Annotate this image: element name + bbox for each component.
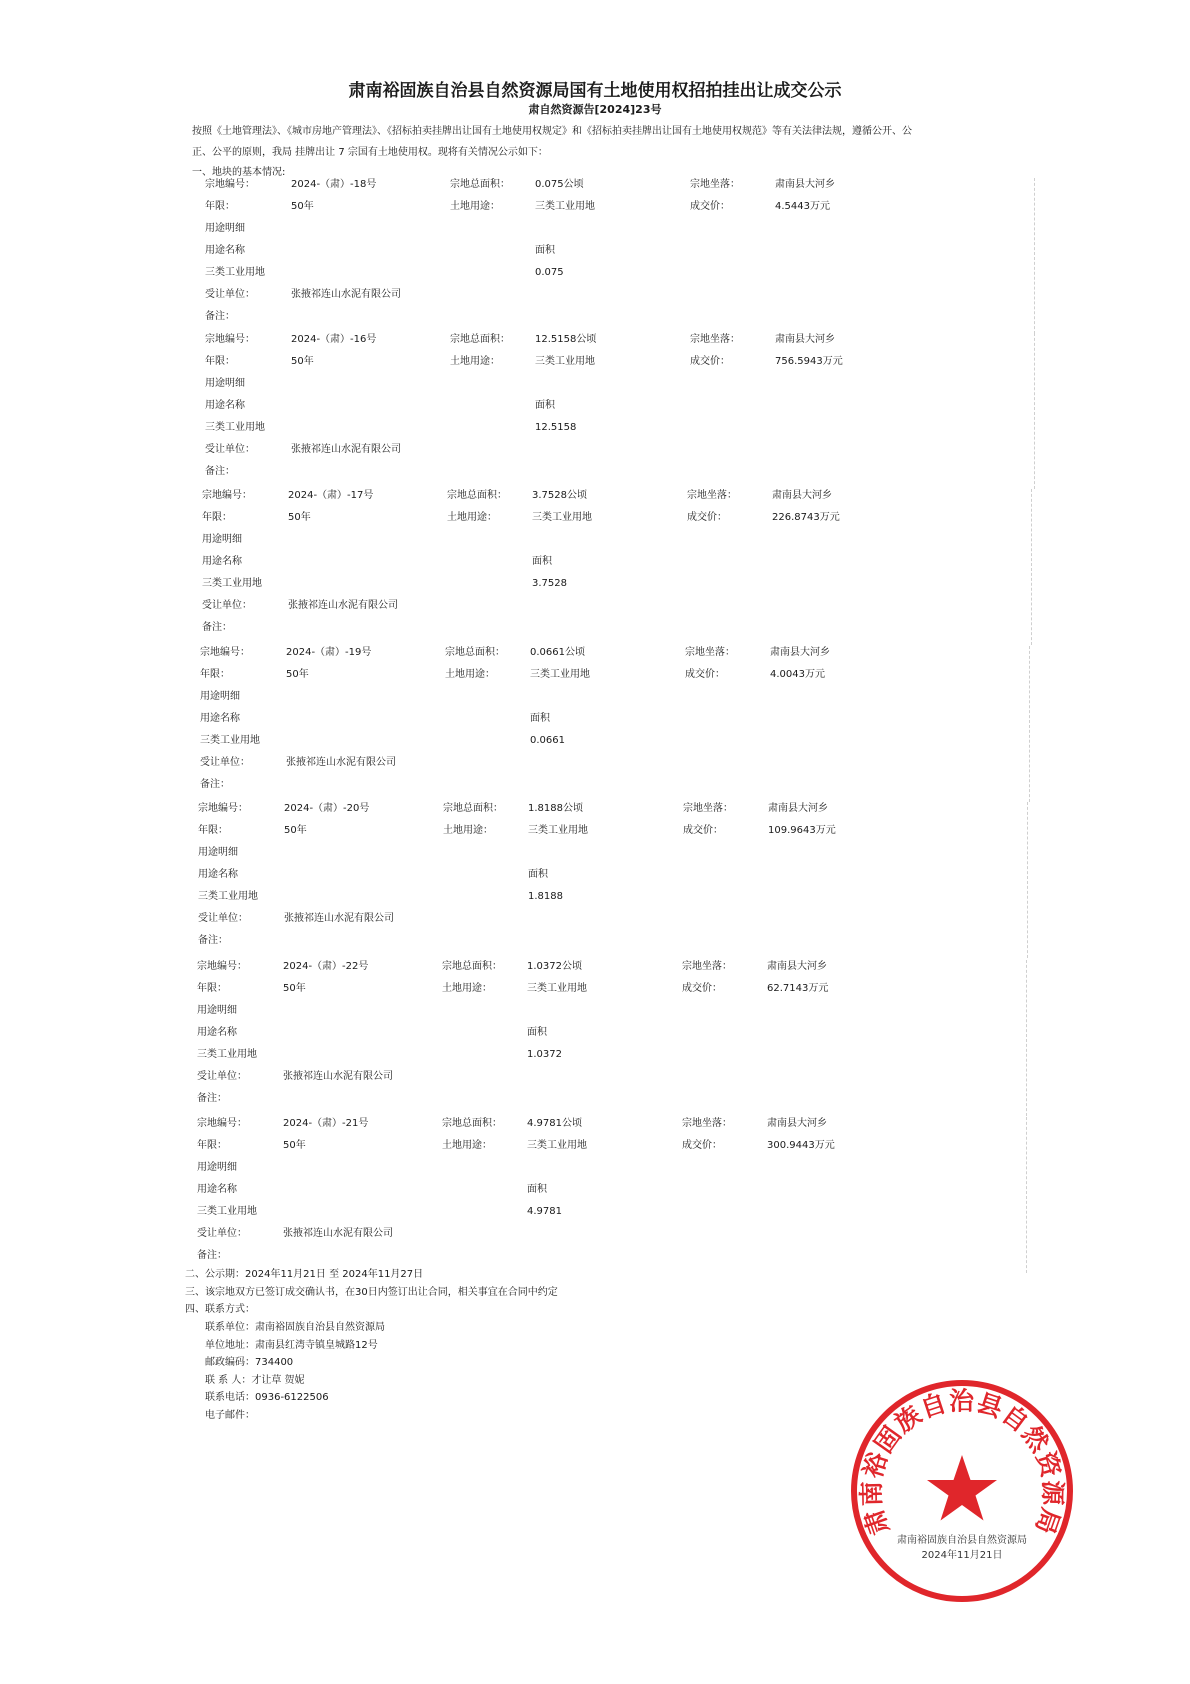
transferee-label: 受让单位： <box>198 913 248 924</box>
term-value: 50年 <box>291 356 314 367</box>
parcel-number-label: 宗地编号： <box>202 490 252 501</box>
land-use-value: 三类工业用地 <box>528 825 588 836</box>
total-area-label: 宗地总面积： <box>443 803 503 814</box>
section-4-heading: 四、联系方式： <box>185 1304 255 1315</box>
remark-label: 备注： <box>197 1093 227 1104</box>
transferee-value: 张掖祁连山水泥有限公司 <box>283 1228 393 1239</box>
parcel-block <box>200 646 1020 802</box>
land-use-label: 土地用途： <box>443 825 493 836</box>
term-label: 年限： <box>197 983 227 994</box>
transferee-label: 受让单位： <box>202 600 252 611</box>
price-label: 成交价： <box>683 825 723 836</box>
parcel-number-value: 2024-（肃）-19号 <box>286 647 372 658</box>
price-label: 成交价： <box>690 356 730 367</box>
total-area-value: 1.0372公顷 <box>527 961 582 972</box>
price-value: 62.7143万元 <box>767 983 829 994</box>
contact-person: 联 系 人：才让草 贺妮 <box>205 1375 305 1386</box>
total-area-value: 0.0661公顷 <box>530 647 585 658</box>
seal-star-icon <box>927 1455 997 1521</box>
area-value: 1.0372 <box>527 1049 562 1060</box>
use-detail-label: 用途明细 <box>198 847 238 858</box>
transferee-value: 张掖祁连山水泥有限公司 <box>291 289 401 300</box>
use-name-value: 三类工业用地 <box>205 422 265 433</box>
seal-inner-text: 肃南裕固族自治县自然资源局 <box>897 1535 1027 1546</box>
location-label: 宗地坐落： <box>683 803 733 814</box>
land-use-value: 三类工业用地 <box>527 983 587 994</box>
price-value: 109.9643万元 <box>768 825 836 836</box>
price-label: 成交价： <box>690 201 730 212</box>
parcel-number-value: 2024-（肃）-20号 <box>284 803 370 814</box>
location-value: 肃南县大河乡 <box>770 647 830 658</box>
use-name-value: 三类工业用地 <box>197 1049 257 1060</box>
parcel-number-label: 宗地编号： <box>197 1118 247 1129</box>
transferee-label: 受让单位： <box>205 444 255 455</box>
area-value: 0.0661 <box>530 735 565 746</box>
price-value: 756.5943万元 <box>775 356 843 367</box>
parcel-block <box>197 1117 1017 1273</box>
transferee-label: 受让单位： <box>205 289 255 300</box>
use-name-value: 三类工业用地 <box>197 1206 257 1217</box>
area-value: 3.7528 <box>532 578 567 589</box>
remark-label: 备注： <box>198 935 228 946</box>
contact-postcode: 邮政编码：734400 <box>205 1357 294 1368</box>
total-area-label: 宗地总面积： <box>442 961 502 972</box>
transferee-value: 张掖祁连山水泥有限公司 <box>284 913 394 924</box>
parcel-number-value: 2024-（肃）-22号 <box>283 961 369 972</box>
land-use-label: 土地用途： <box>447 512 497 523</box>
total-area-label: 宗地总面积： <box>442 1118 502 1129</box>
total-area-value: 4.9781公顷 <box>527 1118 582 1129</box>
remark-label: 备注： <box>200 779 230 790</box>
total-area-value: 3.7528公顷 <box>532 490 587 501</box>
use-name-value: 三类工业用地 <box>200 735 260 746</box>
price-label: 成交价： <box>682 1140 722 1151</box>
parcel-block <box>205 178 1025 334</box>
parcel-number-label: 宗地编号： <box>198 803 248 814</box>
total-area-label: 宗地总面积： <box>450 179 510 190</box>
transferee-value: 张掖祁连山水泥有限公司 <box>283 1071 393 1082</box>
total-area-label: 宗地总面积： <box>450 334 510 345</box>
use-name-value: 三类工业用地 <box>198 891 258 902</box>
use-name-header: 用途名称 <box>197 1027 237 1038</box>
transferee-label: 受让单位： <box>197 1228 247 1239</box>
term-label: 年限： <box>205 356 235 367</box>
price-value: 300.9443万元 <box>767 1140 835 1151</box>
total-area-value: 12.5158公顷 <box>535 334 597 345</box>
use-detail-label: 用途明细 <box>205 378 245 389</box>
land-use-value: 三类工业用地 <box>527 1140 587 1151</box>
contact-phone: 联系电话：0936-6122506 <box>205 1392 329 1403</box>
land-use-value: 三类工业用地 <box>532 512 592 523</box>
section-2-publicity-period: 二、公示期：2024年11月21日 至 2024年11月27日 <box>185 1269 424 1280</box>
area-header: 面积 <box>535 400 555 411</box>
area-value: 12.5158 <box>535 422 577 433</box>
use-detail-label: 用途明细 <box>197 1162 237 1173</box>
area-header: 面积 <box>527 1184 547 1195</box>
parcel-number-value: 2024-（肃）-17号 <box>288 490 374 501</box>
location-label: 宗地坐落： <box>690 334 740 345</box>
location-label: 宗地坐落： <box>685 647 735 658</box>
land-use-label: 土地用途： <box>450 201 500 212</box>
transferee-value: 张掖祁连山水泥有限公司 <box>291 444 401 455</box>
location-value: 肃南县大河乡 <box>775 334 835 345</box>
remark-label: 备注： <box>202 622 232 633</box>
price-label: 成交价： <box>682 983 722 994</box>
term-value: 50年 <box>288 512 311 523</box>
price-value: 4.5443万元 <box>775 201 830 212</box>
term-label: 年限： <box>202 512 232 523</box>
parcel-number-value: 2024-（肃）-21号 <box>283 1118 369 1129</box>
land-use-label: 土地用途： <box>450 356 500 367</box>
land-use-label: 土地用途： <box>445 669 495 680</box>
location-value: 肃南县大河乡 <box>775 179 835 190</box>
location-value: 肃南县大河乡 <box>768 803 828 814</box>
use-detail-label: 用途明细 <box>205 223 245 234</box>
area-header: 面积 <box>528 869 548 880</box>
location-label: 宗地坐落： <box>682 961 732 972</box>
contact-email: 电子邮件： <box>205 1410 255 1421</box>
land-use-label: 土地用途： <box>442 983 492 994</box>
parcel-number-label: 宗地编号： <box>200 647 250 658</box>
use-name-header: 用途名称 <box>200 713 240 724</box>
area-header: 面积 <box>532 556 552 567</box>
location-label: 宗地坐落： <box>690 179 740 190</box>
total-area-value: 0.075公顷 <box>535 179 584 190</box>
use-name-header: 用途名称 <box>205 400 245 411</box>
remark-label: 备注： <box>197 1250 227 1261</box>
parcel-block <box>205 333 1025 489</box>
term-value: 50年 <box>286 669 309 680</box>
parcel-block <box>197 960 1017 1116</box>
term-label: 年限： <box>200 669 230 680</box>
use-name-header: 用途名称 <box>202 556 242 567</box>
area-value: 1.8188 <box>528 891 563 902</box>
land-use-value: 三类工业用地 <box>535 356 595 367</box>
area-value: 4.9781 <box>527 1206 562 1217</box>
intro-paragraph-line2: 正、公平的原则，我局 挂牌出让 7 宗国有土地使用权。现将有关情况公示如下： <box>192 147 548 158</box>
transferee-value: 张掖祁连山水泥有限公司 <box>286 757 396 768</box>
use-name-header: 用途名称 <box>197 1184 237 1195</box>
contact-unit: 联系单位：肃南裕固族自治县自然资源局 <box>205 1322 385 1333</box>
term-label: 年限： <box>197 1140 227 1151</box>
seal-ring-text: 肃南裕固族自治县自然资源局 <box>856 1386 1068 1539</box>
area-header: 面积 <box>527 1027 547 1038</box>
area-header: 面积 <box>535 245 555 256</box>
parcel-number-value: 2024-（肃）-18号 <box>291 179 377 190</box>
area-header: 面积 <box>530 713 550 724</box>
term-value: 50年 <box>283 983 306 994</box>
document-title: 肃南裕固族自治县自然资源局国有土地使用权招拍挂出让成交公示 <box>348 81 842 101</box>
remark-label: 备注： <box>205 311 235 322</box>
use-detail-label: 用途明细 <box>197 1005 237 1016</box>
location-value: 肃南县大河乡 <box>767 961 827 972</box>
use-name-value: 三类工业用地 <box>205 267 265 278</box>
price-label: 成交价： <box>687 512 727 523</box>
term-value: 50年 <box>284 825 307 836</box>
use-detail-label: 用途明细 <box>200 691 240 702</box>
land-use-value: 三类工业用地 <box>530 669 590 680</box>
term-label: 年限： <box>198 825 228 836</box>
parcel-number-label: 宗地编号： <box>205 334 255 345</box>
transferee-value: 张掖祁连山水泥有限公司 <box>288 600 398 611</box>
price-value: 4.0043万元 <box>770 669 825 680</box>
parcel-number-value: 2024-（肃）-16号 <box>291 334 377 345</box>
use-name-header: 用途名称 <box>198 869 238 880</box>
location-label: 宗地坐落： <box>687 490 737 501</box>
term-value: 50年 <box>283 1140 306 1151</box>
area-value: 0.075 <box>535 267 564 278</box>
transferee-label: 受让单位： <box>200 757 250 768</box>
location-value: 肃南县大河乡 <box>767 1118 827 1129</box>
remark-label: 备注： <box>205 466 235 477</box>
seal-date: 2024年11月21日 <box>921 1550 1003 1561</box>
total-area-value: 1.8188公顷 <box>528 803 583 814</box>
section-1-heading: 一、地块的基本情况: <box>192 167 286 178</box>
use-name-header: 用途名称 <box>205 245 245 256</box>
document-number: 肃自然资源告[2024]23号 <box>528 103 662 116</box>
total-area-label: 宗地总面积： <box>447 490 507 501</box>
intro-paragraph-line1: 按照《土地管理法》、《城市房地产管理法》、《招标拍卖挂牌出让国有土地使用权规定》和《招标拍卖挂牌出让国有土地使用权规范》等有关法律法规，遵循公开、公 <box>192 126 912 137</box>
parcel-block <box>202 489 1022 645</box>
parcel-block <box>198 802 1018 958</box>
term-label: 年限： <box>205 201 235 212</box>
use-name-value: 三类工业用地 <box>202 578 262 589</box>
section-3-contract-note: 三、该宗地双方已签订成交确认书，在30日内签订出让合同，相关事宜在合同中约定 <box>185 1287 558 1298</box>
parcel-number-label: 宗地编号： <box>205 179 255 190</box>
use-detail-label: 用途明细 <box>202 534 242 545</box>
parcel-number-label: 宗地编号： <box>197 961 247 972</box>
total-area-label: 宗地总面积： <box>445 647 505 658</box>
official-seal <box>848 1377 1076 1605</box>
term-value: 50年 <box>291 201 314 212</box>
transferee-label: 受让单位： <box>197 1071 247 1082</box>
price-value: 226.8743万元 <box>772 512 840 523</box>
price-label: 成交价： <box>685 669 725 680</box>
location-value: 肃南县大河乡 <box>772 490 832 501</box>
contact-address: 单位地址：肃南县红湾寺镇皇城路12号 <box>205 1340 378 1351</box>
land-use-value: 三类工业用地 <box>535 201 595 212</box>
location-label: 宗地坐落： <box>682 1118 732 1129</box>
land-use-label: 土地用途： <box>442 1140 492 1151</box>
